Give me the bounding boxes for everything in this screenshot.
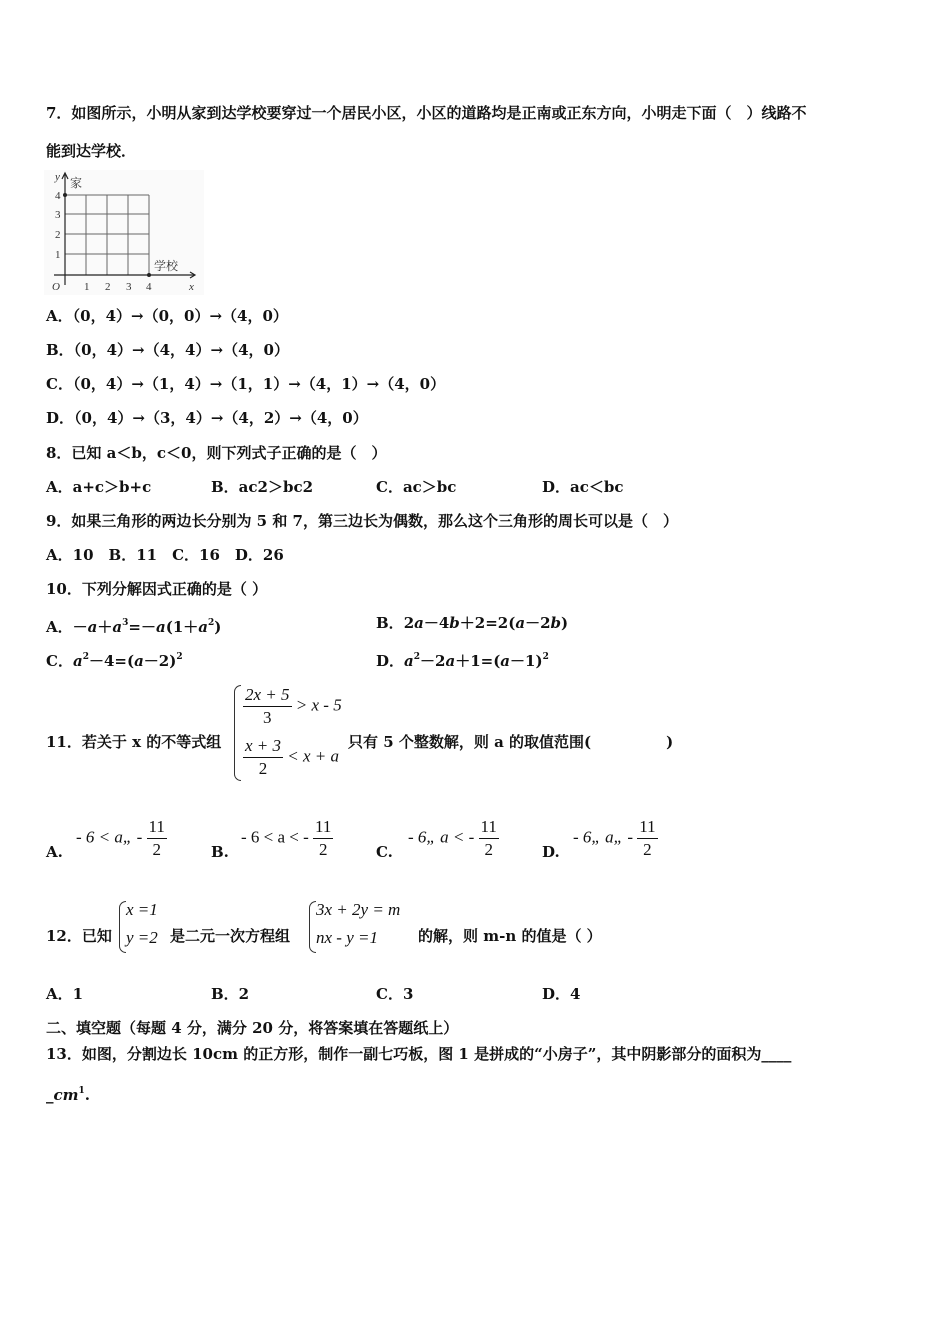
q9-options: A．10 B．11 C．16 D．26 [46,546,284,564]
origin-label: O [52,281,60,293]
q11-option-a-den: 2 [152,840,161,859]
q10-label-a: A． [46,618,73,636]
q10-label-c: C． [46,652,73,670]
q11-prefix: 11．若关于 x 的不等式组 [46,733,222,751]
q11-option-d-den: 2 [643,840,652,859]
y-tick-3: 3 [55,209,61,221]
q12-option-b: B．2 [211,985,250,1003]
q11-option-c [408,816,499,861]
q7-option-a: A．（0，4）→（0，0）→（4，0） [46,307,288,325]
q7-option-d: D．（0，4）→（3，4）→（4，2）→（4，0） [46,409,368,427]
q10-label-b: B． [376,614,404,632]
q11-label-c: C. [376,843,393,861]
x-tick-2: 2 [105,281,111,293]
q11-ineq1-num: 2x + 5 [243,684,292,707]
q11-option-b-num: 11 [313,816,333,839]
x-tick-4: 4 [146,281,152,293]
q12-sys2-eq1: 3x + 2y = m [316,900,401,919]
q11-option-c-den: 2 [484,840,493,859]
q7-stem-line1: 7．如图所示，小明从家到达学校要穿过一个居民小区，小区的道路均是正南或正东方向，小明走下面（ ）线路不 [46,104,807,122]
x-tick-3: 3 [126,281,132,293]
q11-option-b [241,816,333,861]
q7-option-b: B．（0，4）→（4，4）→（4，0） [46,341,289,359]
q11-option-c-lhs: - 6„ a < - [408,827,475,847]
q7-stem-line2: 能到达学校． [46,142,137,160]
q11-option-d [573,816,658,861]
q7-grid-figure [44,170,204,295]
q8-option-a: A．a+c＞b+c [46,478,152,496]
q10-option-c: C．$a^2-4=(a-2)^2$ [46,652,183,670]
q8-option-d: D．ac＜bc [542,478,624,496]
q11-ineq2-num: x + 3 [243,735,283,758]
q11-ineq2-rhs: < x + a [287,746,340,766]
q8-option-b: B．ac2＞bc2 [211,478,314,496]
q11-ineq2 [243,735,339,780]
q12-sys1-eq2: y =2 [126,928,158,947]
q10-option-a: A．$-a+a^3=-a(1+a^2)$ [46,618,222,636]
q10-label-d: D． [376,652,405,670]
q11-label-b: B. [211,843,229,861]
q11-option-a-num: 11 [147,816,167,839]
q11-ineq1-rhs: > x - 5 [295,695,342,715]
x-tick-1: 1 [84,281,90,293]
q11-option-b-lhs: - 6 < a < - [241,827,309,847]
q11-option-a-lhs: - 6 < a„ - [76,827,143,847]
q12-option-c: C．3 [376,985,414,1003]
school-label: 学校 [154,259,179,273]
y-tick-4: 4 [55,190,61,202]
q12-sys2-eq2: nx - y =1 [316,928,378,947]
q12-option-d: D．4 [542,985,581,1003]
q12-brace2 [309,901,316,953]
q11-system-brace [234,685,241,781]
q11-suffix: 只有 5 个整数解，则 a 的取值范围( ) [348,733,674,751]
q11-ineq1-den: 3 [263,708,272,727]
q11-option-d-num: 11 [637,816,657,839]
q11-option-d-lhs: - 6„ a„ - [573,827,633,847]
q11-label-a: A. [46,843,63,861]
section2-title: 二、填空题（每题 4 分，满分 20 分，将答案填在答题纸上） [46,1019,459,1037]
q13-line2: $\_cm^1$. [46,1086,91,1104]
q12-brace1 [119,901,126,953]
q11-option-a [76,816,167,861]
y-tick-2: 2 [55,229,61,241]
q11-option-b-den: 2 [318,840,328,859]
q8-stem: 8．已知 a＜b，c＜0，则下列式子正确的是（ ） [46,444,387,462]
q10-stem: 10．下列分解因式正确的是（ ） [46,580,268,598]
q11-option-c-num: 11 [479,816,499,839]
home-label: 家 [70,176,83,190]
q10-option-b: B．2a－4b＋2=2(a－2b) [376,614,569,632]
q11-ineq2-den: 2 [258,759,268,778]
q12-middle: 是二元一次方程组 [170,927,291,945]
q13-unit: _cm [46,1086,79,1104]
q13-line1: 13．如图，分割边长 10cm 的正方形，制作一副七巧板，图 1 是拼成的“小房子”，其中阴影部分的面积为____ [46,1045,792,1063]
q10-option-d: D．$a^2-2a+1=(a-1)^2$ [376,652,549,670]
q9-stem: 9．如果三角形的两边长分别为 5 和 7，第三边长为偶数，那么这个三角形的周长可以是（ ） [46,512,678,530]
q12-prefix: 12．已知 [46,927,112,945]
q12-suffix: 的解，则 m-n 的值是（ ） [418,927,602,945]
x-axis-label: x [189,281,194,293]
q7-option-c: C．（0，4）→（1，4）→（1，1）→（4，1）→（4，0） [46,375,446,393]
q12-option-a: A．1 [46,985,84,1003]
q11-ineq1 [243,684,342,729]
q12-sys1-eq1: x =1 [126,900,158,919]
y-tick-1: 1 [55,249,61,261]
q11-label-d: D. [542,843,560,861]
q8-option-c: C．ac＞bc [376,478,457,496]
y-axis-label: y [55,171,60,183]
